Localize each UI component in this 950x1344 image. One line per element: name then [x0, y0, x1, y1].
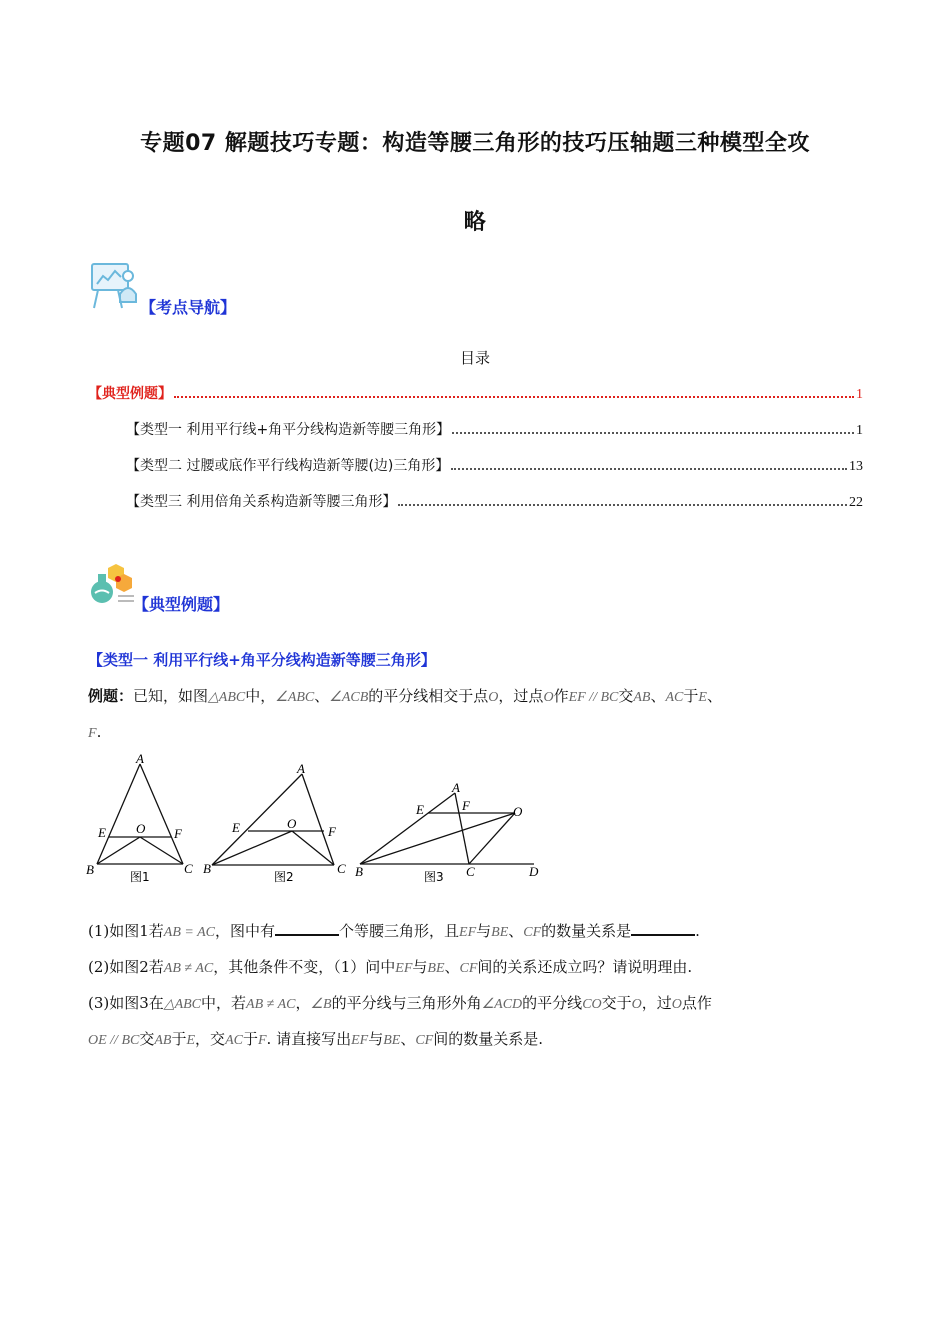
math-point-e: E [186, 1033, 196, 1048]
answer-blank-count[interactable] [275, 920, 339, 936]
fig3-label-a: A [452, 780, 460, 795]
flask-icon [88, 560, 136, 612]
text: 的平分线 [522, 994, 583, 1012]
fig1-label-a: A [136, 752, 144, 766]
question-1 [88, 914, 878, 950]
math-ac: AC [225, 1033, 243, 1048]
toc-item-label: 【类型三 利用倍角关系构造新等腰三角形】 [126, 494, 397, 510]
text: 与 [412, 958, 428, 976]
text: 点作 [681, 994, 712, 1012]
text: 于 [242, 1030, 258, 1048]
toc-leader-dots [398, 503, 847, 506]
math-point-f: F [88, 726, 97, 741]
math-ab-neq-ac: AB ≠ AC [246, 997, 296, 1012]
text: 、 [650, 687, 666, 705]
answer-blank-relation[interactable] [631, 920, 695, 936]
text: 于 [171, 1030, 187, 1048]
text: . [695, 922, 700, 940]
text: 已知，如图 [133, 687, 209, 705]
text: 、 [706, 687, 722, 705]
math-point-e: E [698, 690, 707, 705]
text: 、 [400, 1030, 416, 1048]
toc-item-examples[interactable] [88, 383, 863, 403]
math-angle-acb: ∠ACB [329, 690, 369, 705]
toc-item-page: 1 [856, 387, 863, 402]
math-be: BE [427, 961, 445, 976]
fig1-label-e: E [98, 825, 106, 840]
text: 个等腰三角形，且 [339, 922, 460, 940]
fig3-label-d: D [529, 864, 539, 879]
toc-item-label: 【类型二 过腰或底作平行线构造新等腰(边)三角形】 [126, 458, 450, 474]
fig2-label-b: B [203, 861, 211, 876]
toc-item-page: 22 [849, 495, 863, 510]
nav-heading: 【考点导航】 [140, 298, 237, 317]
text: ，其他条件不变，（1）问中 [213, 958, 396, 976]
fig1-label-c: C [184, 861, 193, 876]
text: 、 [508, 922, 524, 940]
fig2-label-f: F [328, 824, 336, 839]
fig3-label-o: O [513, 804, 523, 819]
toc-item-page: 1 [856, 423, 863, 438]
text: 与 [476, 922, 492, 940]
fig2-label-a: A [297, 761, 305, 776]
text: 与 [368, 1030, 384, 1048]
math-angle-b: ∠B [310, 997, 332, 1012]
figure-3 [360, 793, 534, 864]
toc-item-type2[interactable] [126, 455, 863, 475]
text: 中，若 [201, 994, 247, 1012]
text: ，过 [641, 994, 672, 1012]
fig3-label-f: F [462, 798, 470, 813]
math-be: BE [383, 1033, 401, 1048]
text: 、 [314, 687, 330, 705]
math-be: BE [491, 925, 509, 940]
text: 交于 [601, 994, 632, 1012]
toc-item-type1[interactable] [126, 419, 863, 439]
fig2-label-o: O [287, 816, 297, 831]
math-cf: CF [523, 925, 542, 940]
fig3-label-e: E [416, 802, 424, 817]
geometry-figures [82, 752, 552, 891]
text: 的平分线相交于点 [368, 687, 489, 705]
figure-2 [212, 774, 334, 865]
fig2-label-e: E [232, 820, 240, 835]
math-ab: AB [154, 1033, 172, 1048]
math-ab: AB [633, 690, 651, 705]
math-point-f: F [257, 1033, 267, 1048]
text: . [96, 723, 102, 741]
fig3-label-c: C [466, 864, 475, 879]
math-point-o: O [631, 997, 642, 1012]
text: 间的关系还成立吗？请说明理由. [477, 958, 693, 976]
toc-leader-dots [452, 431, 854, 434]
math-point-o: O [543, 690, 554, 705]
text: 的数量关系是 [541, 922, 632, 940]
math-triangle-abc: △ABC [208, 690, 246, 705]
text: (3)如图3在 [88, 994, 164, 1012]
math-ab-eq-ac: AB = AC [163, 925, 215, 940]
fig1-label-b: B [86, 862, 94, 877]
math-ac: AC [665, 690, 684, 705]
teacher-board-icon [88, 262, 138, 314]
examples-heading: 【典型例题】 [133, 595, 230, 614]
fig2-label-c: C [337, 861, 346, 876]
math-ef-parallel-bc: EF // BC [568, 690, 619, 705]
math-triangle-abc: △ABC [163, 997, 202, 1012]
question-3 [88, 986, 878, 1058]
math-co: CO [582, 997, 602, 1012]
type1-heading: 【类型一 利用平行线+角平分线构造新等腰三角形】 [88, 651, 436, 669]
document-title-line1: 专题07 解题技巧专题：构造等腰三角形的技巧压轴题三种模型全攻 [140, 131, 810, 156]
text: . 请直接写出 [266, 1030, 352, 1048]
text: 于 [683, 687, 699, 705]
text: (2)如图2若 [88, 958, 164, 976]
text: 交 [139, 1030, 155, 1048]
math-oe-parallel-bc: OE // BC [88, 1033, 140, 1048]
math-ef: EF [351, 1033, 369, 1048]
text: 、 [444, 958, 460, 976]
problem-statement [88, 679, 878, 751]
text: 交 [618, 687, 634, 705]
math-cf: CF [459, 961, 478, 976]
document-title-line2: 略 [463, 210, 487, 235]
toc-item-label: 【典型例题】 [88, 386, 172, 402]
fig1-caption: 图1 [130, 870, 150, 884]
text: 中， [245, 687, 276, 705]
fig2-caption: 图2 [274, 870, 294, 884]
math-point-o: O [671, 997, 682, 1012]
toc-item-type3[interactable] [126, 491, 863, 511]
figure-1 [97, 764, 183, 864]
math-ef: EF [395, 961, 413, 976]
fig3-label-b: B [355, 864, 363, 879]
toc-item-label: 【类型一 利用平行线+角平分线构造新等腰三角形】 [126, 422, 451, 438]
text: 作 [553, 687, 569, 705]
fig1-label-o: O [136, 821, 146, 836]
text: ，图中有 [214, 922, 275, 940]
math-angle-acd: ∠ACD [481, 997, 523, 1012]
toc-title: 目录 [459, 349, 490, 367]
fig1-label-f: F [174, 826, 182, 841]
problem-label: 例题： [88, 687, 134, 705]
math-point-o: O [488, 690, 499, 705]
math-cf: CF [415, 1033, 434, 1048]
toc-item-page: 13 [849, 459, 863, 474]
text: ，交 [195, 1030, 226, 1048]
question-2 [88, 950, 878, 986]
text: 的平分线与三角形外角 [331, 994, 482, 1012]
text: 间的数量关系是. [433, 1030, 543, 1048]
toc-leader-dots [451, 467, 847, 470]
math-ab-neq-ac: AB ≠ AC [163, 961, 214, 976]
math-angle-abc: ∠ABC [275, 690, 315, 705]
text: ，过点 [498, 687, 544, 705]
math-ef: EF [459, 925, 477, 940]
text: (1)如图1若 [88, 922, 164, 940]
toc-leader-dots [174, 395, 854, 398]
fig3-caption: 图3 [424, 870, 444, 884]
text: ， [295, 994, 311, 1012]
